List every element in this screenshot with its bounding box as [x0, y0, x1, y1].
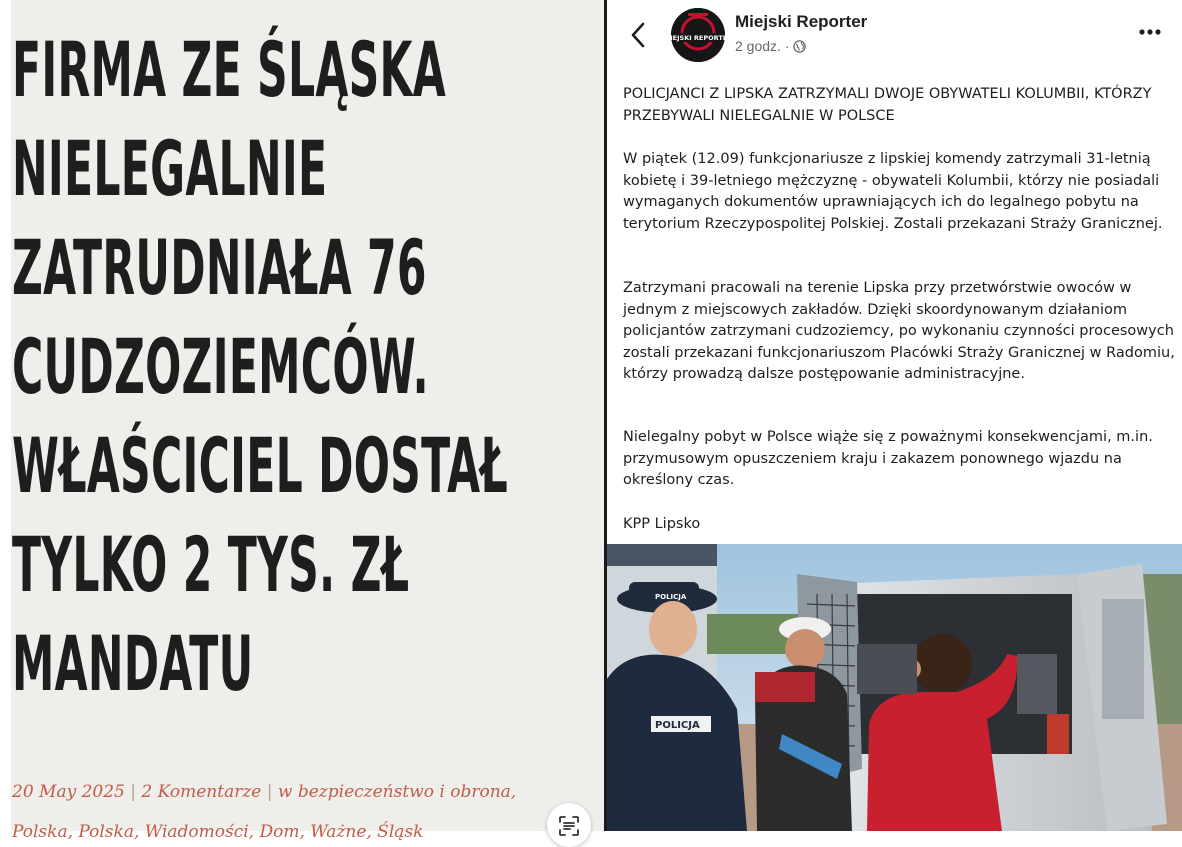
more-horizontal-icon[interactable] — [1135, 22, 1165, 42]
back-label: POLICJA — [655, 720, 700, 731]
left-edge-strip — [0, 0, 11, 831]
article-meta-cutoff: Polska, Polska, Wiadomości, Dom, Ważne, Śląsk — [12, 822, 424, 842]
meta-separator: | — [130, 782, 136, 802]
post-timestamp — [735, 38, 806, 54]
facebook-post-panel — [607, 0, 1182, 831]
page-name[interactable]: Miejski Reporter — [735, 12, 868, 31]
chevron-left-icon[interactable] — [627, 20, 649, 50]
post-signature: KPP Lipsko — [623, 516, 701, 532]
police-van-photo — [607, 544, 1182, 831]
headline-line: WŁAŚCICIEL DOSTAŁ — [12, 421, 508, 510]
page-avatar[interactable] — [663, 8, 733, 62]
post-photo[interactable] — [607, 544, 1182, 831]
headline-line: FIRMA ZE ŚLĄSKA — [12, 25, 447, 114]
headline-line: MANDATU — [12, 619, 254, 708]
article-category-link[interactable]: w bezpieczeństwo i obrona, — [277, 782, 517, 802]
headline-line: TYLKO 2 TYS. ZŁ — [12, 520, 410, 609]
article-headline — [12, 20, 508, 713]
text-scan-icon — [558, 815, 580, 837]
globe-icon — [793, 40, 806, 53]
avatar-label: MIEJSKI REPORTER — [663, 34, 733, 42]
headline-line: ZATRUDNIAŁA 76 — [12, 223, 427, 312]
post-title: POLICJANCI Z LIPSKA ZATRZYMALI DWOJE OBYWATELI KOLUMBII, KTÓRZY PRZEBYWALI NIELEGALNIE W POLSCE — [623, 86, 1152, 124]
article-comments-link[interactable]: 2 Komentarze — [141, 782, 262, 802]
reporter-logo-icon — [663, 8, 733, 62]
post-paragraph: Nielegalny pobyt w Polsce wiąże się z poważnymi konsekwencjami, m.in. przymusowym opuszczeniem kraju i zakazem ponownego wjazdu na określony czas. — [623, 429, 1153, 488]
post-time-text: 2 godz. · — [735, 38, 790, 54]
post-paragraph: W piątek (12.09) funkcjonariusze z lipskiej komendy zatrzymali 31-letnią kobietę i 39-letniego mężczyznę - obywateli Kolumbii, którzy nie posiadali wymaganych dokumentów uprawniających ich do legalnego pobytu na terytorium Rzeczypospolitej Polskiej. Zostali przekazani Straży Granicznej. — [623, 151, 1163, 232]
cap-label: POLICJA — [655, 593, 687, 601]
article-meta — [12, 782, 516, 802]
meta-separator: | — [266, 782, 273, 802]
headline-line: CUDZOZIEMCÓW. — [12, 322, 429, 411]
article-date: 20 May 2025 — [12, 782, 125, 802]
headline-line: NIELEGALNIE — [12, 124, 328, 213]
post-paragraph: Zatrzymani pracowali na terenie Lipska przy przetwórstwie owoców w jednym z miejscowych zakładów. Dzięki skoordynowanym działaniom policjantów zatrzymani cudzoziemcy, po wykonaniu czynności procesowych zostali przekazani funkcjonariuszom Placówki Straży Granicznej w Radomiu, którzy prowadzą dalsze postępowanie administracyjne. — [623, 280, 1175, 382]
live-text-scan-button[interactable] — [547, 803, 591, 847]
